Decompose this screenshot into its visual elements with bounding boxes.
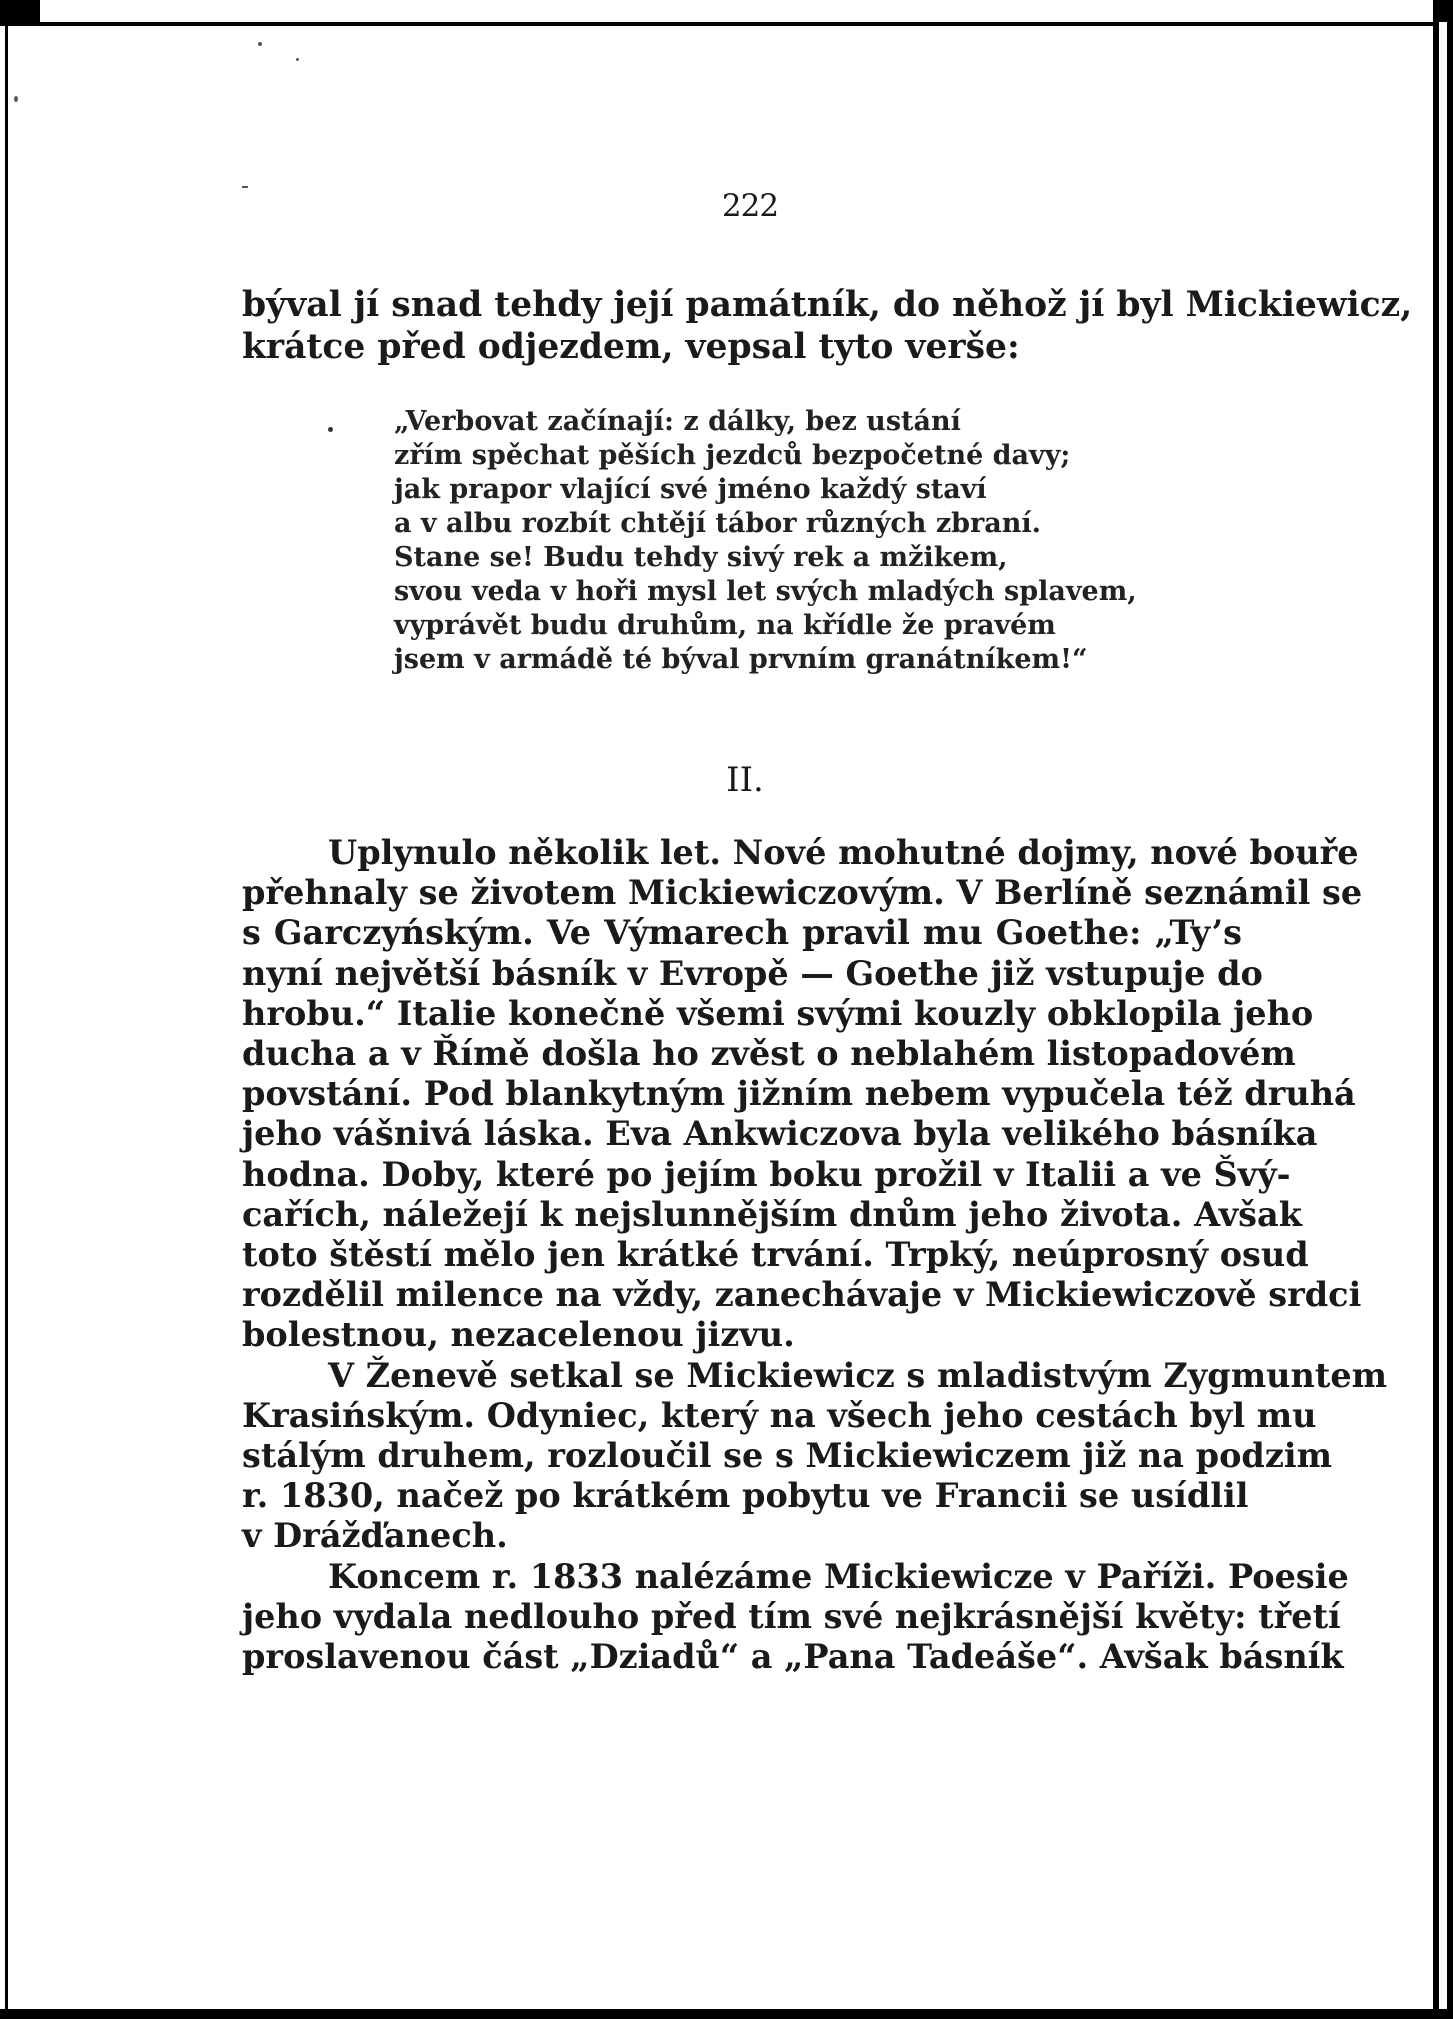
- paragraph-line: nyní největší básník v Evropě — Goethe již vstupuje do: [242, 953, 1263, 993]
- scan-border-bottom: [0, 2009, 1453, 2019]
- paragraph-line: ducha a v Římě došla ho zvěst o neblahém listopadovém: [242, 1034, 1296, 1074]
- scan-border-right-gap: [1439, 22, 1447, 2012]
- body-text: [242, 833, 1388, 1677]
- paragraph-line: rozdělil milence na vždy, zanechávaje v Mickiewiczově srdci: [242, 1275, 1362, 1315]
- verse-block: [394, 405, 1174, 677]
- intro-line: krátce před odjezdem, vepsal tyto verše:: [242, 326, 1020, 367]
- paragraph-line: toto štěstí mělo jen krátké trvání. Trpký, neúprosný osud: [242, 1235, 1309, 1275]
- paragraph-line: s Garczyńským. Ve Výmarech pravil mu Goethe: „Ty’s: [242, 913, 1242, 953]
- paragraph: [242, 1355, 1388, 1557]
- paragraph-line: v Drážďanech.: [242, 1516, 508, 1556]
- intro-text: [242, 285, 1413, 368]
- scan-speck: [14, 96, 18, 102]
- paragraph-line: Krasińským. Odyniec, který na všech jeho cestách byl mu: [242, 1395, 1317, 1435]
- paragraph-line: proslavenou část „Dziadů“ a „Pana Tadeáše“. Avšak básník: [242, 1637, 1344, 1677]
- verse-line: zřím spěchat pěších jezdců bezpočetné davy;: [394, 440, 1071, 471]
- paragraph-line: hrobu.“ Italie konečně všemi svými kouzly obklopila jeho: [242, 993, 1314, 1033]
- paragraph-line: V Ženevě setkal se Mickiewicz s mladistvým Zygmuntem: [328, 1355, 1388, 1395]
- paragraph: [242, 833, 1363, 1356]
- paragraph-line: r. 1830, načež po krátkém pobytu ve Francii se usídlil: [242, 1476, 1249, 1516]
- scan-speck: [296, 58, 299, 61]
- section-heading: II.: [726, 760, 764, 800]
- paragraph-line: jeho vášnivá láska. Eva Ankwiczova byla velikého básníka: [242, 1114, 1318, 1154]
- verse-line: „Verbovat začínají: z dálky, bez ustání: [394, 406, 961, 437]
- paragraph-line: bolestnou, nezacelenou jizvu.: [242, 1315, 795, 1355]
- scan-border-left-gap: [0, 26, 5, 2011]
- verse-line: svou veda v hoři mysl let svých mladých splavem,: [394, 576, 1137, 607]
- verse-marker: [328, 427, 333, 432]
- paragraph-line: hodna. Doby, které po jejím boku prožil v Italii a ve Švý-: [242, 1154, 1291, 1194]
- paragraph-line: jeho vydala nedlouho před tím své nejkrásnější květy: třetí: [242, 1596, 1341, 1636]
- scan-speck: [258, 42, 262, 46]
- paragraph-line: cařích, náležejí k nejslunnějším dnům jeho života. Avšak: [242, 1194, 1302, 1234]
- scan-border-top-gap: [40, 0, 1445, 22]
- paragraph-line: Koncem r. 1833 nalézáme Mickiewicze v Paříži. Poesie: [328, 1556, 1349, 1596]
- paragraph: [242, 1556, 1349, 1678]
- verse-line: Stane se! Budu tehdy sivý rek a mžikem,: [394, 542, 1008, 573]
- scan-speck: [242, 186, 248, 188]
- verse-line: vyprávět budu druhům, na křídle že pravém: [394, 610, 1056, 641]
- intro-line: býval jí snad tehdy její památník, do něhož jí byl Mickiewicz,: [242, 285, 1413, 325]
- paragraph-line: přehnaly se životem Mickiewiczovým. V Berlíně seznámil se: [242, 873, 1363, 913]
- paragraph-line: povstání. Pod blankytným jižním nebem vypučela též druhá: [242, 1074, 1356, 1114]
- paragraph-line: stálým druhem, rozloučil se s Mickiewiczem již na podzim: [242, 1436, 1333, 1476]
- paragraph-line: Uplynulo několik let. Nové mohutné dojmy, nové bouře: [328, 833, 1359, 872]
- page-number: 222: [721, 188, 779, 224]
- verse-line: jsem v armádě té býval prvním granátníkem!“: [394, 644, 1088, 675]
- verse-line: jak prapor vlající své jméno každý staví: [394, 474, 987, 505]
- verse-line: a v albu rozbít chtějí tábor různých zbraní.: [394, 508, 1042, 539]
